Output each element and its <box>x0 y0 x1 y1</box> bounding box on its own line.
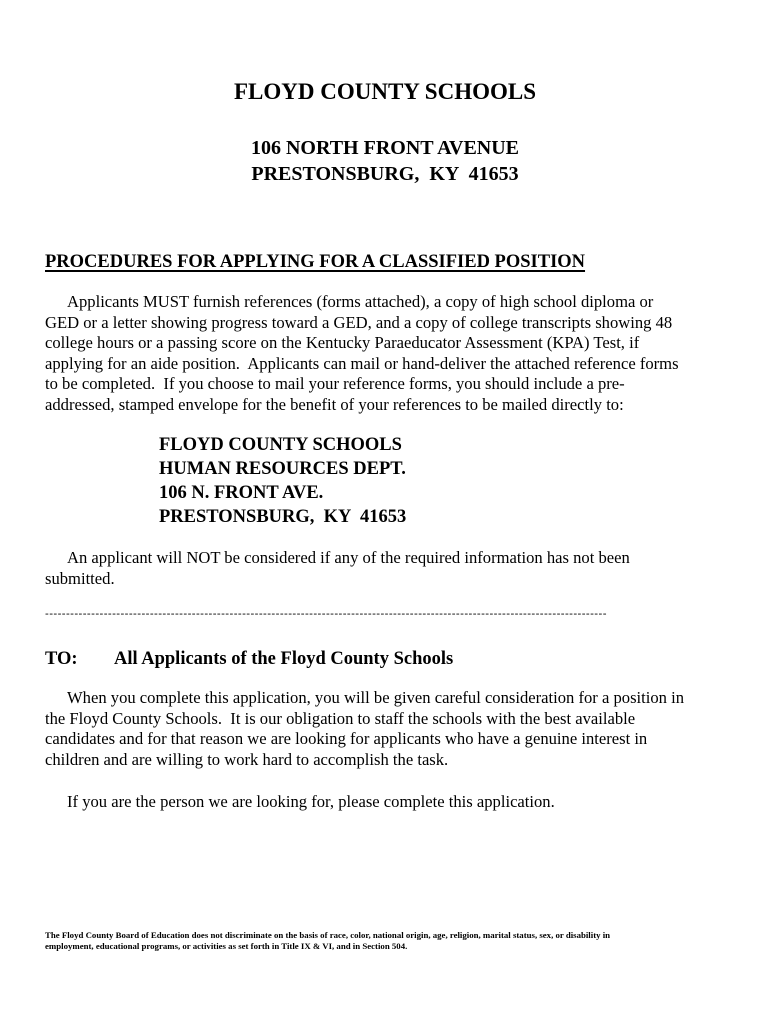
paragraph-line: When you complete this application, you will be given careful consideration for a position in <box>67 688 685 707</box>
paragraph-line: college hours or a passing score on the Kentucky Paraeducator Assessment (KPA) Test, if <box>45 333 640 353</box>
paragraph-line: applying for an aide position. Applicants can mail or hand-deliver the attached reference forms <box>45 353 679 373</box>
to-recipient: All Applicants of the Floyd County Schools <box>114 649 454 669</box>
section-heading: PROCEDURES FOR APPLYING FOR A CLASSIFIED POSITION <box>45 252 586 272</box>
paragraph-line: children and are willing to work hard to accomplish the task. <box>45 749 449 769</box>
nondiscrimination-footer <box>45 930 735 952</box>
mailing-address <box>159 433 406 529</box>
mailing-address-line: PRESTONSBURG, KY 41653 <box>159 507 407 527</box>
footer-line: employment, educational programs, or activities as set forth in Title IX & VI, and in Section 504. <box>45 941 408 951</box>
paragraph-line: candidates and for that reason we are looking for applicants who have a genuine interest in <box>45 729 648 749</box>
page-title: FLOYD COUNTY SCHOOLS <box>233 79 537 104</box>
closing-paragraph <box>45 792 727 813</box>
to-line <box>45 647 453 671</box>
mailing-address-line: 106 N. FRONT AVE. <box>159 483 324 503</box>
address-line-1: 106 NORTH FRONT AVENUE <box>250 137 520 159</box>
dashed-separator: -------------------------------------------------------------------------------------------------------------------------------------- <box>45 608 607 620</box>
paragraph-line: to be completed. If you choose to mail your reference forms, you should include a pre- <box>45 374 625 394</box>
footer-line: The Floyd County Board of Education does not discriminate on the basis of race, color, national origin, age, religion, marital status, sex, or disability in <box>45 930 611 940</box>
to-label: TO: <box>45 649 78 669</box>
mailing-address-line: FLOYD COUNTY SCHOOLS <box>159 435 402 455</box>
paragraph-line: the Floyd County Schools. It is our obligation to staff the schools with the best available <box>45 708 636 728</box>
mailing-address-line: HUMAN RESOURCES DEPT. <box>159 459 406 479</box>
school-address <box>0 135 770 187</box>
paragraph-line: GED or a letter showing progress toward a GED, and a copy of college transcripts showing 48 <box>45 312 673 332</box>
procedures-paragraph <box>45 292 727 416</box>
consideration-paragraph <box>45 688 727 770</box>
notice-paragraph <box>45 548 727 589</box>
address-line-2: PRESTONSBURG, KY 41653 <box>251 163 519 185</box>
paragraph-line: submitted. <box>45 568 115 588</box>
paragraph-line: Applicants MUST furnish references (forms attached), a copy of high school diploma or <box>67 292 654 311</box>
paragraph-line: If you are the person we are looking for, please complete this application. <box>67 792 555 811</box>
paragraph-line: An applicant will NOT be considered if any of the required information has not been <box>67 548 630 567</box>
paragraph-line: addressed, stamped envelope for the benefit of your references to be mailed directly to: <box>45 394 624 414</box>
